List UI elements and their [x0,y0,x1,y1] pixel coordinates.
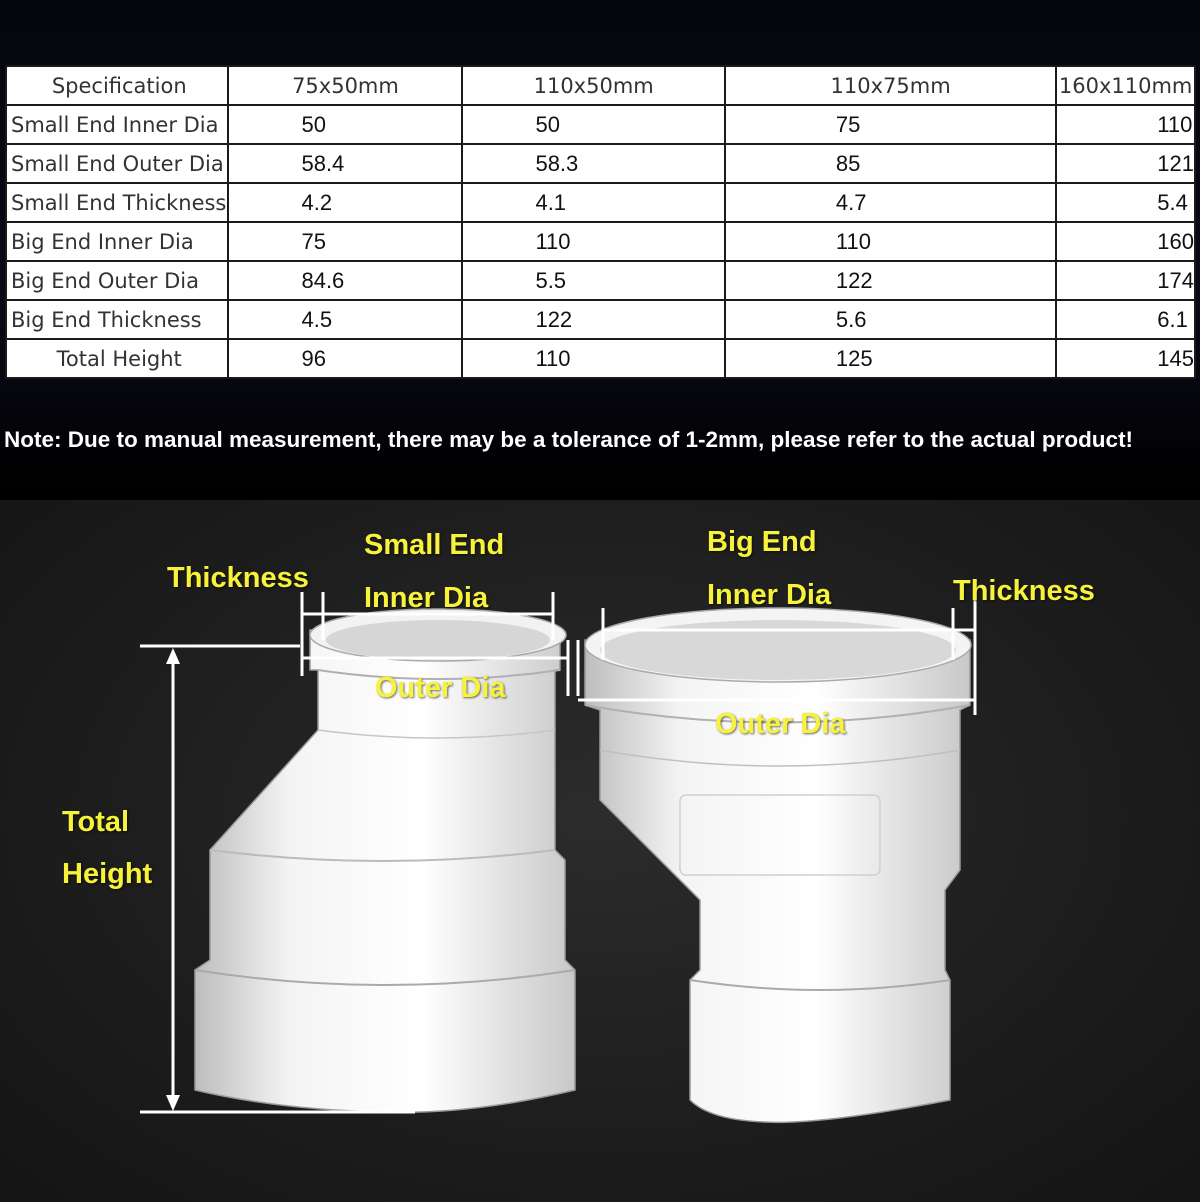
table-cell: 110 [462,339,724,378]
row-label: Total Height [6,339,228,378]
table-row [6,222,1195,261]
table-cell: 110 [462,222,724,261]
table-cell: 5.6 [725,300,1056,339]
small-thickness-label: Thickness [167,562,309,594]
total-height-label-line1: Total [62,806,130,838]
table-row [6,300,1195,339]
header-cell: 110x50mm [462,66,724,105]
row-label: Small End Inner Dia [6,105,228,144]
row-label: Big End Outer Dia [6,261,228,300]
table-cell: 110 [725,222,1056,261]
table-cell: 110 [1056,105,1195,144]
row-label: Small End Outer Dia [6,144,228,183]
specification-table [5,65,1196,379]
table-cell: 5.4 [1056,183,1195,222]
table-cell: 84.6 [228,261,462,300]
table-cell: 50 [228,105,462,144]
big-end-title: Big End [707,526,817,558]
table-cell: 75 [228,222,462,261]
table-cell: 75 [725,105,1056,144]
small-end-title: Small End [364,529,505,561]
big-inner-dia-label: Inner Dia [707,579,832,611]
arrow-down-icon [166,1095,180,1111]
small-inner-dia-label: Inner Dia [364,582,489,614]
table-cell: 121 [1056,144,1195,183]
table-row [6,183,1195,222]
table-cell: 6.1 [1056,300,1195,339]
table-cell: 4.2 [228,183,462,222]
big-end-fitting [585,608,971,1122]
table-header-row [6,66,1195,105]
table-cell: 174 [1056,261,1195,300]
table-row [6,105,1195,144]
small-outer-dia-label: Outer Dia [375,672,506,704]
table-row [6,261,1195,300]
header-cell: Specification [6,66,228,105]
table-cell: 58.3 [462,144,724,183]
table-cell: 5.5 [462,261,724,300]
table-cell: 4.1 [462,183,724,222]
table-cell: 122 [725,261,1056,300]
table-cell: 50 [462,105,724,144]
big-outer-dia-label: Outer Dia [715,708,846,740]
table-row [6,144,1195,183]
total-height-label-line2: Height [62,858,153,890]
header-cell: 110x75mm [725,66,1056,105]
table-row [6,339,1195,378]
table-cell: 4.7 [725,183,1056,222]
table-cell: 4.5 [228,300,462,339]
table-cell: 96 [228,339,462,378]
table-cell: 125 [725,339,1056,378]
table-cell: 145 [1056,339,1195,378]
big-thickness-label: Thickness [953,575,1095,607]
table-cell: 122 [462,300,724,339]
row-label: Big End Inner Dia [6,222,228,261]
row-label: Big End Thickness [6,300,228,339]
tolerance-note: Note: Due to manual measurement, there may be a tolerance of 1-2mm, please refer to the actual product! [4,427,1134,452]
table-cell: 58.4 [228,144,462,183]
row-label: Small End Thickness [6,183,228,222]
arrow-up-icon [166,648,180,664]
header-cell: 75x50mm [228,66,462,105]
header-cell: 160x110mm [1056,66,1195,105]
table-cell: 85 [725,144,1056,183]
table-cell: 160 [1056,222,1195,261]
